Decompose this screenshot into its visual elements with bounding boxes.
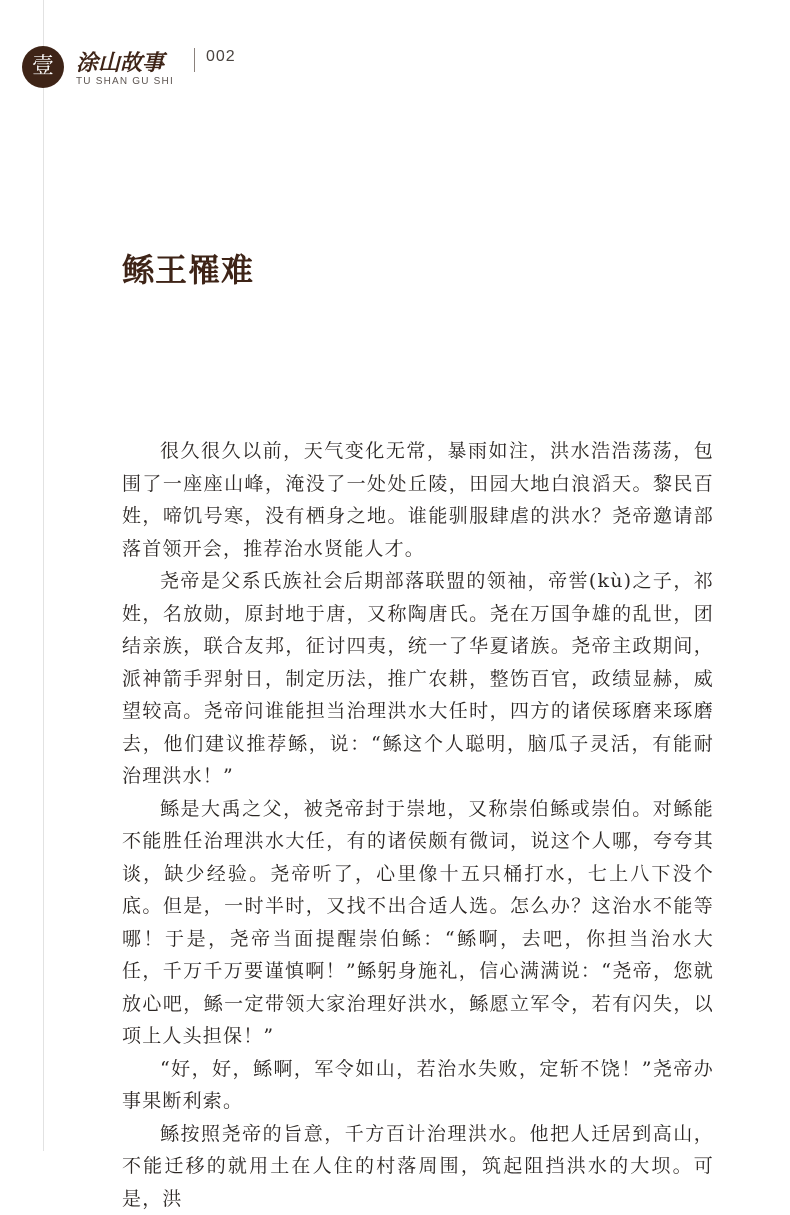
page-gutter-line [43, 0, 44, 1151]
book-title: 涂山故事 [76, 46, 164, 77]
paragraph: 鲧是大禹之父，被尧帝封于崇地，又称崇伯鲧或崇伯。对鲧能不能胜任治理洪水大任，有的诸侯颇有微词，说这个人哪，夸夸其谈，缺少经验。尧帝听了，心里像十五只桶打水，七上八下没个底。但是，一时半时，又找不出合适人选。怎么办？这治水不能等哪！于是，尧帝当面提醒崇伯鲧：“鲧啊，去吧，你担当治水大任，千万千万要谨慎啊！”鲧躬身施礼，信心满满说：“尧帝，您就放心吧，鲧一定带领大家治理好洪水，鲧愿立军令，若有闪失，以项上人头担保！” [122, 793, 714, 1053]
paragraph: 尧帝是父系氏族社会后期部落联盟的领袖，帝喾(kù)之子，祁姓，名放勋，原封地于唐，又称陶唐氏。尧在万国争雄的乱世，团结亲族，联合友邦，征讨四夷，统一了华夏诸族。尧帝主政期间，派神箭手羿射日，制定历法，推广农耕，整饬百官，政绩显赫，威望较高。尧帝问谁能担当治理洪水大任时，四方的诸侯琢磨来琢磨去，他们建议推荐鲧，说：“鲧这个人聪明，脑瓜子灵活，有能耐治理洪水！” [122, 565, 714, 793]
chapter-badge: 壹 [22, 46, 64, 88]
header-divider [194, 48, 195, 72]
story-title: 鲧王罹难 [122, 245, 254, 291]
page-number: 002 [206, 48, 236, 66]
paragraph: 鲧按照尧帝的旨意，千方百计治理洪水。他把人迁居到高山，不能迁移的就用土在人住的村落周围，筑起阻挡洪水的大坝。可是，洪 [122, 1118, 714, 1215]
paragraph: 很久很久以前，天气变化无常，暴雨如注，洪水浩浩荡荡，包围了一座座山峰，淹没了一处处丘陵，田园大地白浪滔天。黎民百姓，啼饥号寒，没有栖身之地。谁能驯服肆虐的洪水？尧帝邀请部落首领开会，推荐治水贤能人才。 [122, 435, 714, 565]
paragraph: “好，好，鲧啊，军令如山，若治水失败，定斩不饶！”尧帝办事果断利索。 [122, 1053, 714, 1118]
story-body [122, 435, 714, 1215]
book-title-pinyin: TU SHAN GU SHI [76, 76, 174, 87]
